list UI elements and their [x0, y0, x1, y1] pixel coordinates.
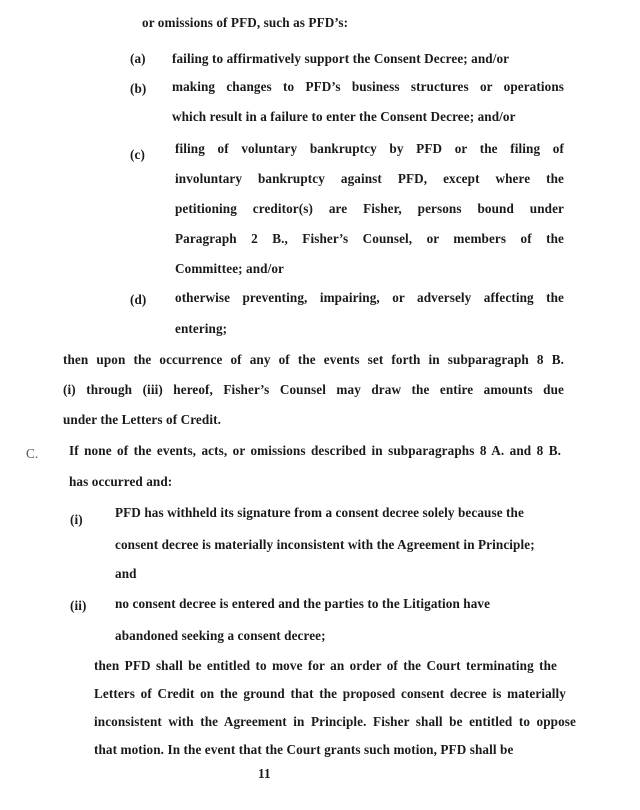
- then-c-line-1: then PFD shall be entitled to move for an order of the Court terminating the: [94, 658, 557, 673]
- list-item-c-line-4: Paragraph 2 B., Fisher’s Counsel, or members of the: [175, 231, 564, 246]
- list-marker-a: (a): [130, 51, 146, 66]
- item-i-line-3: and: [115, 566, 137, 581]
- list-item-d-line-2: entering;: [175, 321, 228, 336]
- item-ii-marker: (ii): [70, 598, 87, 613]
- section-c-marker: C.: [26, 446, 39, 461]
- then-b-line-2: (i) through (iii) hereof, Fisher’s Counsel may draw the entire amounts due: [63, 382, 564, 397]
- list-item-c-line-5: Committee; and/or: [175, 261, 285, 276]
- list-item-c-line-3: petitioning creditor(s) are Fisher, persons bound under: [175, 201, 564, 216]
- list-item-b-line-2: which result in a failure to enter the Consent Decree; and/or: [172, 109, 516, 124]
- list-marker-d: (d): [130, 292, 147, 307]
- intro-line: or omissions of PFD, such as PFD’s:: [142, 15, 349, 30]
- then-b-line-3: under the Letters of Credit.: [63, 412, 221, 427]
- page-number: 11: [258, 766, 271, 781]
- list-item-d-line-1: otherwise preventing, impairing, or adversely affecting the: [175, 290, 564, 305]
- then-b-line-1: then upon the occurrence of any of the events set forth in subparagraph 8 B.: [63, 352, 564, 367]
- list-item-c-line-1: filing of voluntary bankruptcy by PFD or the filing of: [175, 141, 564, 156]
- section-c-line-2: has occurred and:: [69, 474, 173, 489]
- list-item-a-line-1: failing to affirmatively support the Consent Decree; and/or: [172, 51, 510, 66]
- item-i-marker: (i): [70, 512, 83, 527]
- list-marker-b: (b): [130, 81, 147, 96]
- item-ii-line-2: abandoned seeking a consent decree;: [115, 628, 326, 643]
- list-item-c-line-2: involuntary bankruptcy against PFD, except where the: [175, 171, 564, 186]
- item-i-line-1: PFD has withheld its signature from a consent decree solely because the: [115, 505, 524, 520]
- list-item-b-line-1: making changes to PFD’s business structures or operations: [172, 79, 564, 94]
- item-ii-line-1: no consent decree is entered and the parties to the Litigation have: [115, 596, 491, 611]
- then-c-line-3: inconsistent with the Agreement in Principle. Fisher shall be entitled to oppose: [94, 714, 576, 729]
- item-i-line-2: consent decree is materially inconsistent with the Agreement in Principle;: [115, 537, 535, 552]
- list-marker-c: (c): [130, 147, 145, 162]
- section-c-line-1: If none of the events, acts, or omissions described in subparagraphs 8 A. and 8 B.: [69, 443, 561, 458]
- then-c-line-2: Letters of Credit on the ground that the proposed consent decree is materially: [94, 686, 566, 701]
- then-c-line-4: that motion. In the event that the Court grants such motion, PFD shall be: [94, 742, 514, 757]
